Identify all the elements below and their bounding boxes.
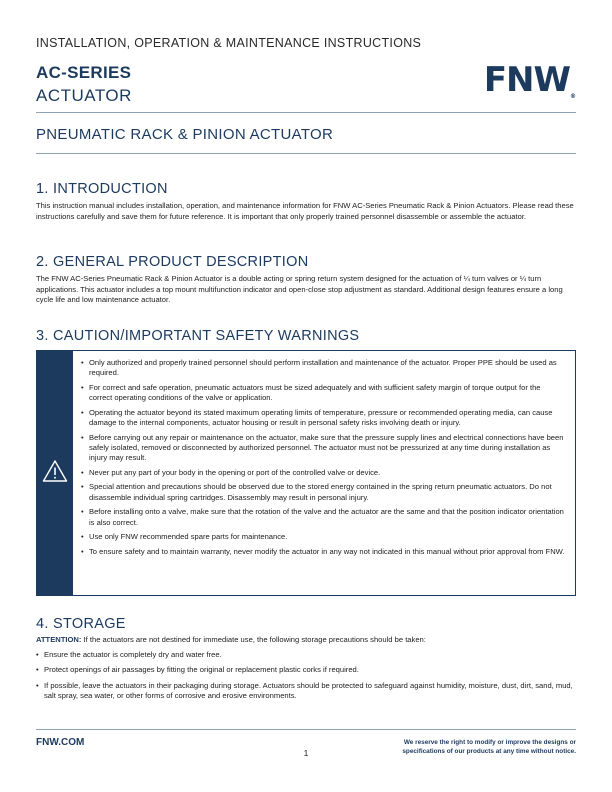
general-text: The FNW AC-Series Pneumatic Rack & Pinion Actuator is a double acting or spring return system designed for the actuation of ¼ turn valves or ¼ turn applications. This actuator includes a top mount multifunction indicator and open-close stop adjustment as standard. Additional design features ensure a long cycle life and low maintenance actuator. — [36, 274, 563, 305]
logo-text: FNW — [483, 60, 570, 100]
attention-text: If the actuators are not destined for immediate use, the following storage precautions should be taken: — [81, 635, 426, 644]
fnw-logo — [484, 60, 576, 100]
list-item: • Use only FNW recommended spare parts for maintenance. — [81, 532, 565, 542]
footer-divider — [36, 729, 576, 730]
warning-triangle-icon — [42, 459, 68, 483]
list-item: • Protect openings of air passages by fitting the original or replacement plastic corks if required. — [36, 665, 576, 675]
storage-heading: 4. STORAGE — [36, 616, 126, 632]
attention-label: ATTENTION: — [36, 635, 82, 644]
list-item: • Operating the actuator beyond its stated maximum operating limits of temperature, pressure or recommended operating media, can cause damage to the internal components, actuator housing or result in personal safety risks involving death or injury. — [81, 408, 565, 429]
list-item: • Before carrying out any repair or maintenance on the actuator, make sure that the pressure supply lines and electrical connections have been safely isolated, removed or disconnected by authorized personnel. The actuator must not be pressurized at any time during installation as injury may result. — [81, 433, 565, 464]
footer-website-link[interactable]: FNW.COM — [36, 737, 85, 748]
page-title: PNEUMATIC RACK & PINION ACTUATOR — [36, 126, 334, 143]
document-type: INSTALLATION, OPERATION & MAINTENANCE INSTRUCTIONS — [36, 36, 422, 50]
list-item: • Ensure the actuator is completely dry and water free. — [36, 650, 576, 660]
storage-list — [36, 650, 576, 706]
intro-text: This instruction manual includes installation, operation, and maintenance information for FNW AC-Series Pneumatic Rack & Pinion Actuators. Please read these instructions carefully and save them for future reference. It is important that only properly trained personnel disassemble or assemble the actuator. — [36, 201, 574, 221]
safety-warning-box — [36, 350, 576, 596]
list-item: • If possible, leave the actuators in their packaging during storage. Actuators should be protected to safeguard against humidity, moisture, dust, dirt, sand, mud, salt spray, sea water, or other forms of corrosive and erosive environments. — [36, 681, 576, 702]
list-item: • Special attention and precautions should be observed due to the stored energy contained in the spring return pneumatic actuators. Do not disassemble individual spring cartridges. Disassembly may result in personal injury. — [81, 482, 565, 503]
intro-heading: 1. INTRODUCTION — [36, 181, 168, 197]
storage-attention — [36, 635, 576, 646]
list-item: • Never put any part of your body in the opening or port of the controlled valve or device. — [81, 468, 565, 478]
list-item: • Only authorized and properly trained personnel should perform installation and maintenance of the actuator. Proper PPE should be used as required. — [81, 358, 565, 379]
list-item: • To ensure safety and to maintain warranty, never modify the actuator in any way not indicated in this manual without prior approval from FNW. — [81, 547, 565, 557]
warning-sidebar — [37, 351, 73, 595]
product-series: AC-SERIES — [36, 63, 132, 82]
general-heading: 2. GENERAL PRODUCT DESCRIPTION — [36, 254, 309, 270]
list-item: • Before installing onto a valve, make sure that the rotation of the valve and the actuator are the same and that the position indicator orientation is also correct. — [81, 507, 565, 528]
footer-disclaimer: We reserve the right to modify or improve the designs or specifications of our products at any time without notice. — [402, 739, 576, 755]
safety-heading: 3. CAUTION/IMPORTANT SAFETY WARNINGS — [36, 328, 360, 344]
product-subtitle: ACTUATOR — [36, 86, 132, 105]
header-divider — [36, 112, 576, 113]
safety-warning-list — [81, 358, 565, 561]
page-number: 1 — [303, 748, 309, 758]
list-item: • For correct and safe operation, pneumatic actuators must be sized adequately and with sufficient safety margin of torque output for the correct operating conditions of the valve or application. — [81, 383, 565, 404]
title-divider — [36, 153, 576, 154]
document-page — [36, 0, 576, 792]
registered-mark: ® — [570, 93, 576, 100]
